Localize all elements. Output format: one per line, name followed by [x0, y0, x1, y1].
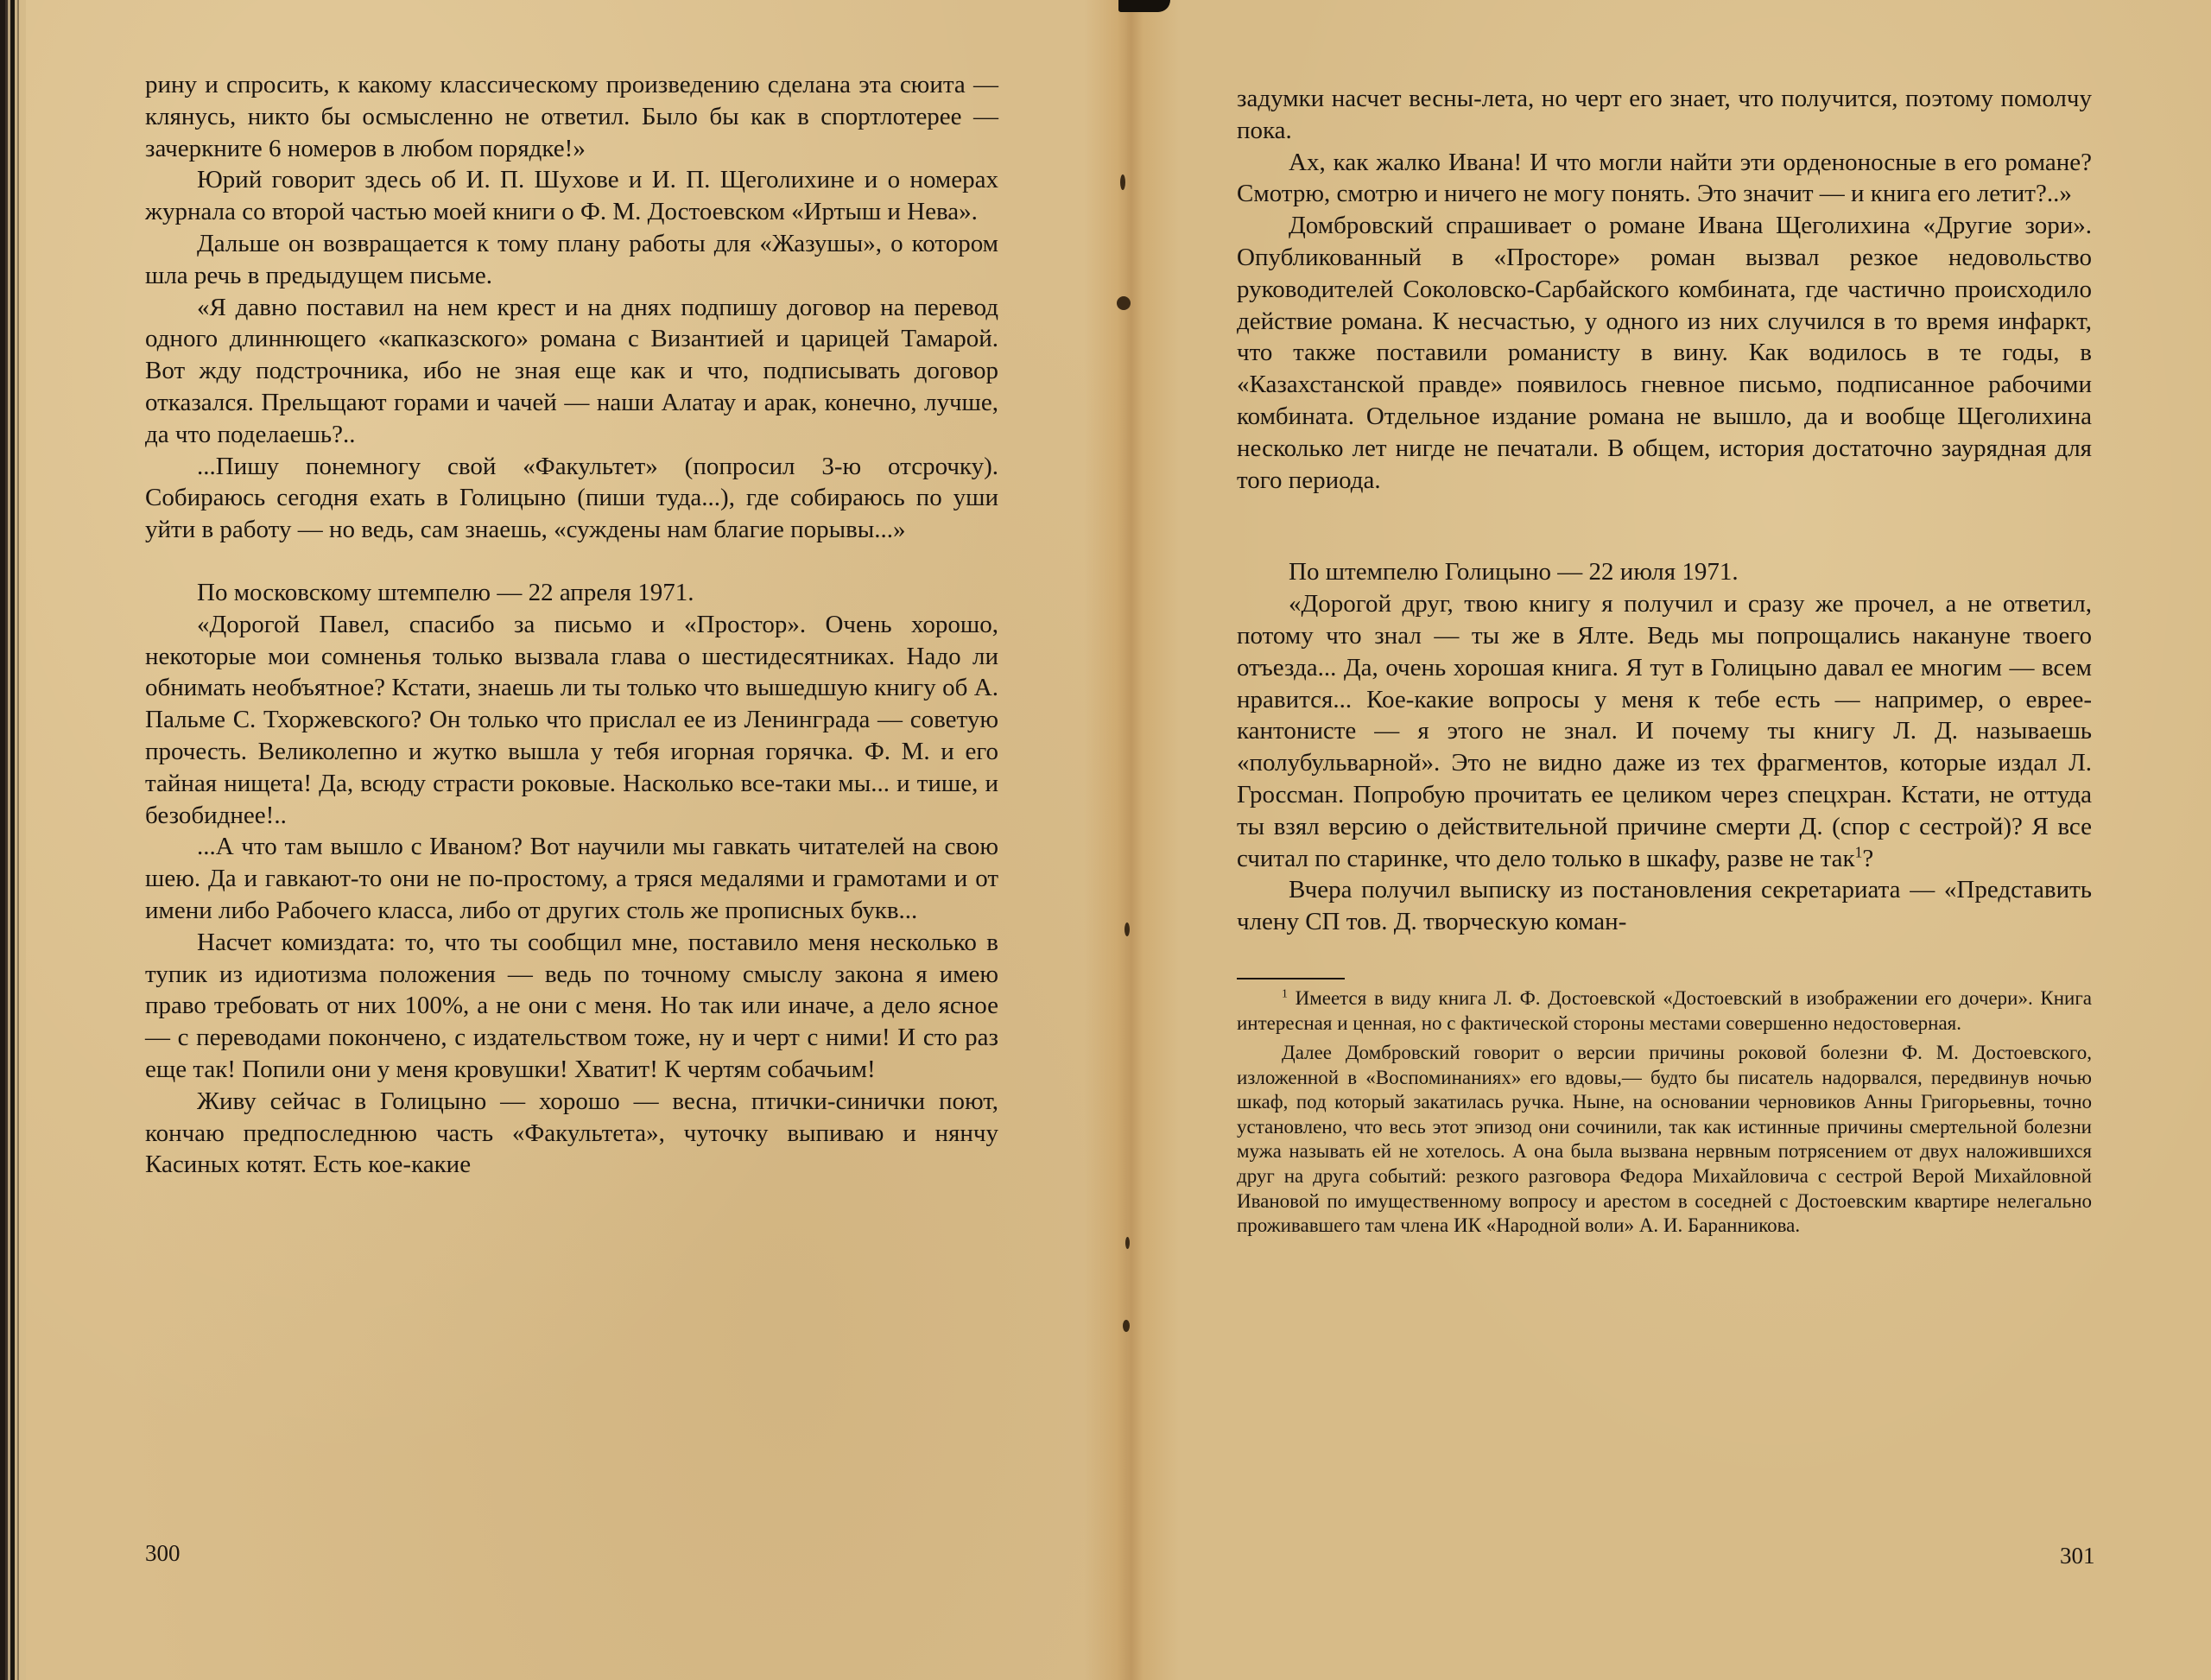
paragraph: Юрий говорит здесь об И. П. Шухове и И. П. Щеголихине и о номерах журнала со второй частью моей книги о Ф. М. Достоевском «Иртыш и Нева».	[145, 166, 998, 226]
right-page-body	[1237, 83, 2092, 1239]
paragraph: «Я давно поставил на нем крест и на днях подпишу договор на перевод одного длиннющего «капказского» романа с Византией и царицей Тамарой. Вот жду подстрочника, ибо не зная еще как и что, подписывать договор отказался. Прельщают горами и чачей — наши Алатау и арак, конечно, лучше, да что поделаешь?..	[145, 293, 998, 448]
paper-blemish	[1125, 1237, 1130, 1249]
paragraph: Вчера получил выписку из постановления секретариата — «Представить члену СП тов. Д. творческую коман-	[1237, 876, 2092, 936]
paragraph: ...Пишу понемногу свой «Факультет» (попросил 3-ю отсрочку). Собираюсь сегодня ехать в Голицыно (пиши туда...), где собираюсь по уши уйти в работу — но ведь, сам знаешь, «суждены нам благие порывы...»	[145, 452, 998, 544]
paragraph: задумки насчет весны-лета, но черт его знает, что получится, поэтому помолчу пока.	[1237, 85, 2092, 144]
paper-blemish	[1125, 922, 1130, 936]
page-number: 300	[145, 1540, 181, 1566]
paragraph: Живу сейчас в Голицыно — хорошо — весна, птички-синички поют, кончаю предпоследнюю часть «Факультета», чуточку выпиваю и нянчу Касиных котят. Есть кое-какие	[145, 1087, 998, 1179]
footnote	[1237, 986, 2092, 1036]
letter-heading: По московскому штемпелю — 22 апреля 1971.	[197, 578, 694, 606]
paragraph: «Дорогой Павел, спасибо за письмо и «Простор». Очень хорошо, некоторые мои сомненья только вызвала глава о шестидесятниках. Надо ли обнимать необъятное? Кстати, знаешь ли ты только что вышедшую книгу об А. Пальме С. Тхоржевского? Он только что прислал ее из Ленинграда — советую прочесть. Великолепно и жутко вышла у тебя игорная горячка. Ф. М. и его тайная нищета! Да, всюду страсти роковые. Насколько все-таки мы... и тише, и безобиднее!..	[145, 610, 998, 829]
footnote-text: Имеется в виду книга Л. Ф. Достоевской «Достоевский в изображении его дочери». Книга интересная и ценная, но с фактической стороны местами совершенно недостоверная.	[1237, 986, 2092, 1034]
paragraph: Ах, как жалко Ивана! И что могли найти эти орденоносные в его романе? Смотрю, смотрю и ничего не могу понять. Это значит — и книга его летит?..»	[1237, 148, 2092, 208]
spine-shadow	[1118, 0, 1170, 12]
footnotes	[1237, 986, 2092, 1239]
paragraph	[1237, 588, 2092, 874]
footnote-commentary: Далее Домбровский говорит о версии причины роковой болезни Ф. М. Достоевского, изложенной в «Воспоминаниях» его вдовы,— будто бы писатель надорвался, передвинув ночью шкаф, под который закатилась ручка. Ныне, на основании черновиков Анны Григорьевны, точно установлено, что весь этот эпизод они сочинили, так как истинные причины смертельной болезни мужа называть ей не хотелось. А она была вызвана нервным потрясением от двух наложившихся друг на друга событий: резкого разговора Федора Михайловича с сестрой Верой Михайловной Ивановой по имущественному вопросу и арестом в соседней с Достоевским квартире нелегально проживавшего там члена ИК «Народной воли» А. И. Баранникова.	[1237, 1042, 2092, 1237]
paragraph: Дальше он возвращается к тому плану работы для «Жазушы», о котором шла речь в предыдущем письме.	[145, 229, 998, 289]
footnote-divider	[1237, 978, 1345, 979]
paragraph: Домбровский спрашивает о романе Ивана Щеголихина «Другие зори». Опубликованный в «Просторе» роман вызвал резкое недовольство руководителей Соколовско-Сарбайского комбината, где частично происходило действие романа. К несчастью, у одного из них случился в то время инфаркт, что также поставили романисту в вину. Как водилось в те годы, в «Казахстанской правде» появилось гневное письмо, подписанное рабочими комбината. Отдельное издание романа не вышло, да и вообще Щеголихина несколько лет нигде не печатали. В общем, история достаточно заурядная для того периода.	[1237, 212, 2092, 494]
paragraph-text: «Дорогой друг, твою книгу я получил и сразу же прочел, а не ответил, потому что знал — ты же в Ялте. Ведь мы попрощались накануне твоего отъезда... Да, очень хорошая книга. Я тут в Голицыно давал ее многим — всем нравится... Кое-какие вопросы у меня к тебе есть — например, о еврее-кантонисте — я этого не знал. И почему ты книгу Л. Д. называешь «полубульварной». Это не видно даже из тех фрагментов, которые издал Л. Гроссман. Попробую прочитать ее целиком через спецхран. Кстати, не оттуда ты взял версию о действительной причине смерти Д. (спор с сестрой)? Я все считал по старинке, что дело только в шкафу, разве не так	[1237, 590, 2092, 872]
footnote-reference[interactable]: 1	[1854, 842, 1863, 860]
letter-heading: По штемпелю Голицыно — 22 июля 1971.	[1289, 558, 1739, 586]
book-edge	[0, 0, 26, 1680]
paper-blemish	[1123, 1320, 1130, 1332]
paper-blemish	[1117, 296, 1131, 310]
page-number: 301	[2060, 1543, 2095, 1569]
section-gap	[145, 546, 998, 577]
footnote-marker: 1	[1282, 986, 1288, 1000]
paragraph: ...А что там вышло с Иваном? Вот научили мы гавкать читателей на свою шею. Да и гавкают-то они не по-простому, а тряся медалями и грамотами и от имени либо Рабочего класса, либо от других столь же прописных букв...	[145, 833, 998, 924]
section-gap	[1237, 496, 2092, 556]
paragraph: рину и спросить, к какому классическому произведению сделана эта сюита — клянусь, никто бы осмысленно не ответил. Было бы как в спортлотерее — зачеркните 6 номеров в любом порядке!»	[145, 71, 998, 162]
left-page-body	[145, 69, 998, 1181]
book-gutter	[1084, 0, 1179, 1680]
paragraph: Насчет комиздата: то, что ты сообщил мне, поставило меня несколько в тупик из идиотизма положения — ведь по точному смыслу закона я имею право требовать от них 100%, а не они с меня. Но так или иначе, а дело ясное — с переводами покончено, с издательством тоже, ну и черт с ними! И сто раз еще так! Попили они у меня кровушки! Хватит! К чертям собачьим!	[145, 928, 998, 1083]
paragraph-text: ?	[1862, 844, 1874, 872]
paper-blemish	[1120, 174, 1125, 190]
